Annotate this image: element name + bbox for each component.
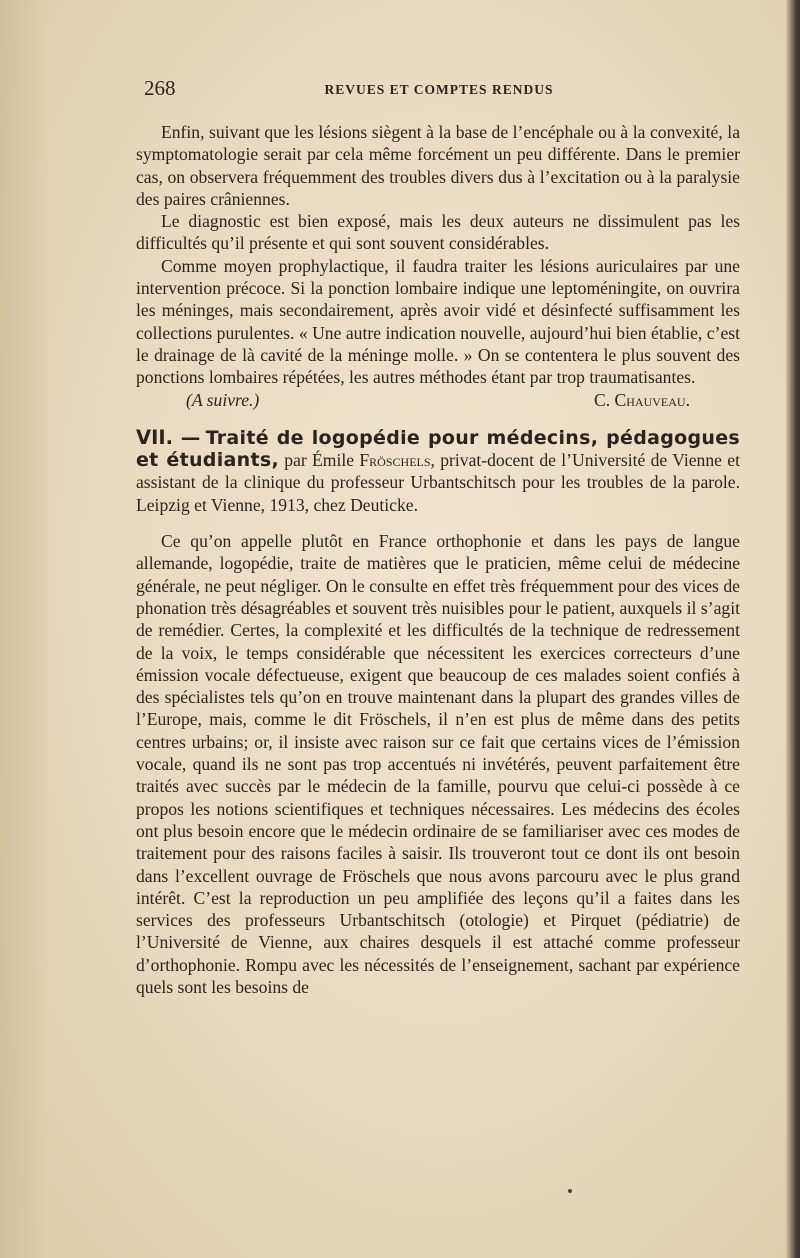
page-left-edge	[0, 0, 48, 1258]
review-title: Traité de logopédie pour médecins, pédagogues et étudiants,	[136, 426, 740, 472]
article-author: C. Chauveau.	[594, 389, 690, 410]
page-number: 268	[144, 76, 176, 100]
page-body	[136, 121, 740, 998]
paragraph-1: Enfin, suivant que les lésions siègent à la base de l’encéphale ou à la convexité, la symptomatologie serait par cela même forcément un peu différente. Dans le premier cas, on observera fréquemment des troubles divers dus à l’excitation ou à la paralysie des paires crâniennes.	[136, 122, 740, 209]
paragraph-gap	[136, 516, 740, 530]
review-heading	[136, 427, 740, 516]
print-speck	[568, 1189, 572, 1193]
paragraph-2: Le diagnostic est bien exposé, mais les deux auteurs ne dissimulent pas les difficultés qu’il présente et qui sont souvent considérables.	[136, 211, 740, 254]
running-head: REVUES ET COMPTES RENDUS	[324, 82, 554, 97]
page-header	[138, 76, 740, 106]
to-follow-note: (A suivre.)	[186, 389, 260, 410]
review-author-prefix: par Émile	[284, 450, 355, 471]
review-body: Ce qu’on appelle plutôt en France orthophonie et dans les pays de langue allemande, logopédie, traite de matières que le praticien, même celui de médecine générale, ne peut négliger. On le consulte en effet très fréquemment pour des vices de phonation très désagréables et souvent très nuisibles pour le patient, auxquels il s’agit de remédier. Certes, la complexité et les difficultés de la technique de redressement de la voix, le temps considérable que nécessitent les exercices correcteurs d’une émission vocale défectueuse, exigent que beaucoup de ces malades soient confiés à des spécialistes tels qu’on en trouve maintenant dans la plupart des grandes villes de l’Europe, mais, comme le dit Fröschels, il n’en est plus de même dans des petits centres urbains; or, il insiste avec raison sur ce fait que certains vices de l’émission vocale, quand ils ne sont pas trop accentués ni invétérés, peuvent parfaitement être traités avec succès par le médecin de la famille, pourvu que celui-ci possède à ce propos les notions scientifiques et techniques nécessaires. Les médecins des écoles ont plus besoin encore que le médecin ordinaire de se familiariser avec ces modes de traitement pour des raisons faciles à saisir. Ils trouveront tout ce dont ils ont besoin dans l’excellent ouvrage de Fröschels que nous avons parcouru avec le plus grand intérêt. C’est la reproduction un peu amplifiée des leçons qu’il a faites dans les services des professeurs Urbantschitsch (otologie) et Pirquet (pédiatrie) de l’Université de Vienne, aux chaires desquels il est attaché comme professeur d’orthophonie. Rompu avec les nécessités de l’enseignement, sachant par expérience quels sont les besoins de	[136, 531, 740, 997]
review-author-name: Fröschels,	[359, 450, 435, 471]
page-right-edge	[786, 0, 800, 1258]
review-number: VII. —	[136, 425, 201, 449]
paragraph-3: Comme moyen prophylactique, il faudra traiter les lésions auriculaires par une intervention précoce. Si la ponction lombaire indique une leptoméningite, on ouvrira les méninges, mais secondairement, après avoir vidé et désinfecté suffisamment les collections purulentes. « Une autre indication nouvelle, aujourd’hui bien établie, c’est le drainage de là cavité de la méninge molle. » On se contentera le plus souvent des ponctions lombaires répétées, les autres méthodes étant par trop traumatisantes.	[136, 255, 740, 388]
review-details: privat-docent de l’Université de Vienne et assistant de la clinique du professeur Urbantschitsch pour les troubles de la parole. Leipzig et Vienne, 1913, chez Deuticke.	[136, 450, 740, 515]
signature-line	[136, 389, 740, 411]
